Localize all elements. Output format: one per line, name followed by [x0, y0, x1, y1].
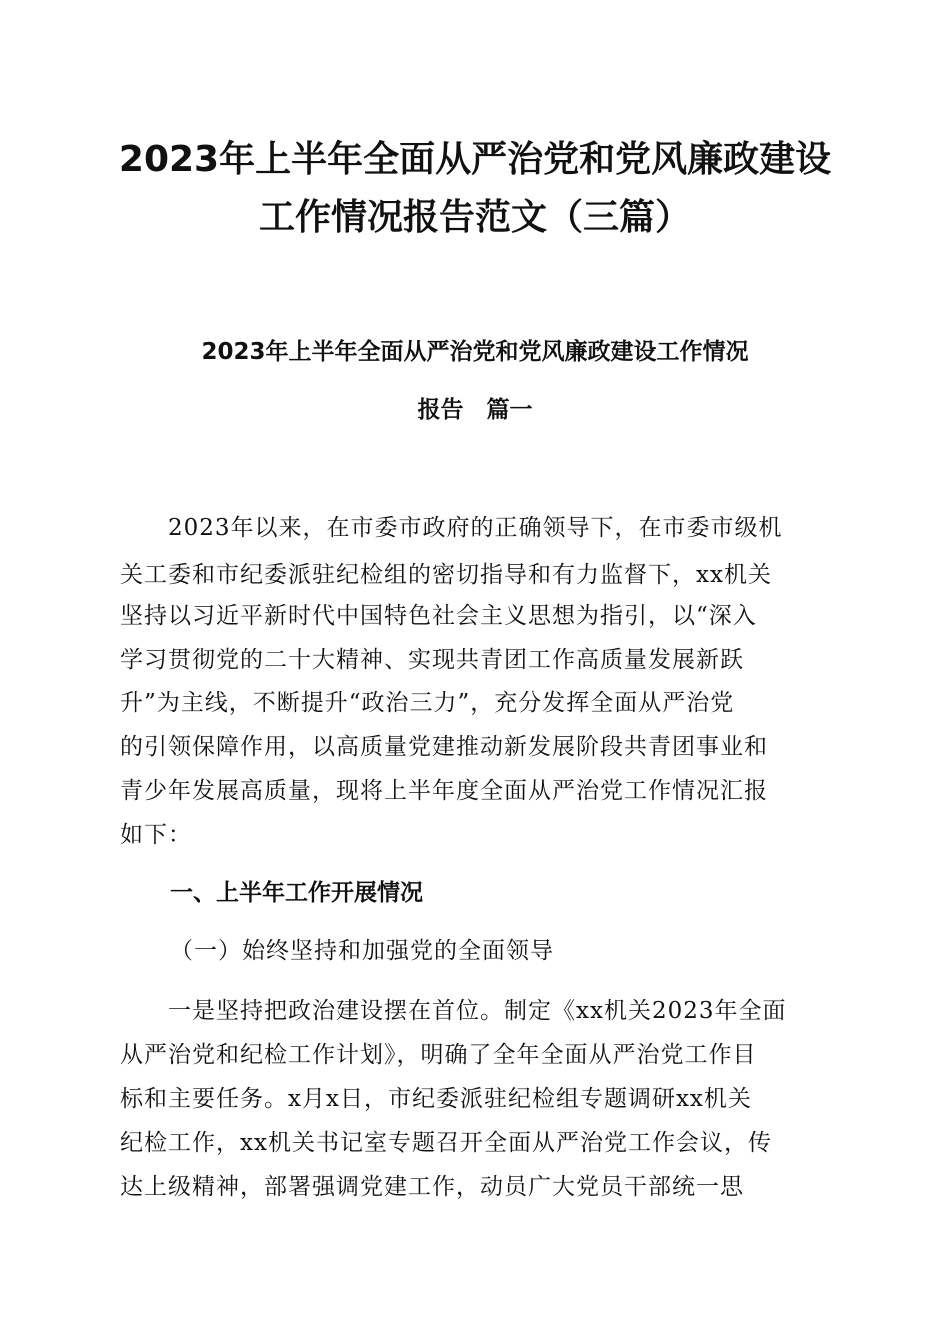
document-title-line-1: 2023年上半年全面从严治党和党风廉政建设	[118, 139, 832, 180]
body-paragraph-line: 一是坚持把政治建设摆在首位。制定《xx机关2023年全面	[120, 998, 787, 1024]
intro-paragraph-line: 2023年以来，在市委市政府的正确领导下，在市委市级机	[120, 515, 783, 541]
intro-paragraph-line: 坚持以习近平新时代中国特色社会主义思想为指引，以“深入	[120, 603, 757, 629]
intro-paragraph-line: 升”为主线，不断提升“政治三力”，充分发挥全面从严治党	[120, 690, 735, 716]
body-paragraph-line: 标和主要任务。x月x日，市纪委派驻纪检组专题调研xx机关	[120, 1086, 752, 1112]
section-heading: 一、上半年工作开展情况	[170, 880, 423, 906]
intro-paragraph-line: 学习贯彻党的二十大精神、实现共青团工作高质量发展新跃	[120, 647, 744, 673]
intro-paragraph-line: 的引领保障作用，以高质量党建推动新发展阶段共青团事业和	[120, 734, 768, 760]
article-subtitle-line-1: 2023年上半年全面从严治党和党风廉政建设工作情况	[201, 339, 749, 365]
intro-paragraph-line: 关工委和市纪委派驻纪检组的密切指导和有力监督下，xx机关	[120, 562, 772, 588]
intro-paragraph-line: 青少年发展高质量，现将上半年度全面从严治党工作情况汇报	[120, 778, 768, 804]
article-subtitle-line-2: 报告 篇一	[417, 397, 533, 423]
body-paragraph-line: 纪检工作，xx机关书记室专题召开全面从严治党工作会议，传	[120, 1130, 772, 1156]
document-title-line-2: 工作情况报告范文（三篇）	[258, 197, 691, 238]
body-paragraph-line: 从严治党和纪检工作计划》，明确了全年全面从严治党工作目	[120, 1042, 757, 1068]
subsection-heading: （一）始终坚持和加强党的全面领导	[170, 938, 554, 964]
body-paragraph-line: 达上级精神，部署强调党建工作，动员广大党员干部统一思	[120, 1174, 744, 1200]
intro-paragraph-line: 如下：	[120, 822, 192, 848]
